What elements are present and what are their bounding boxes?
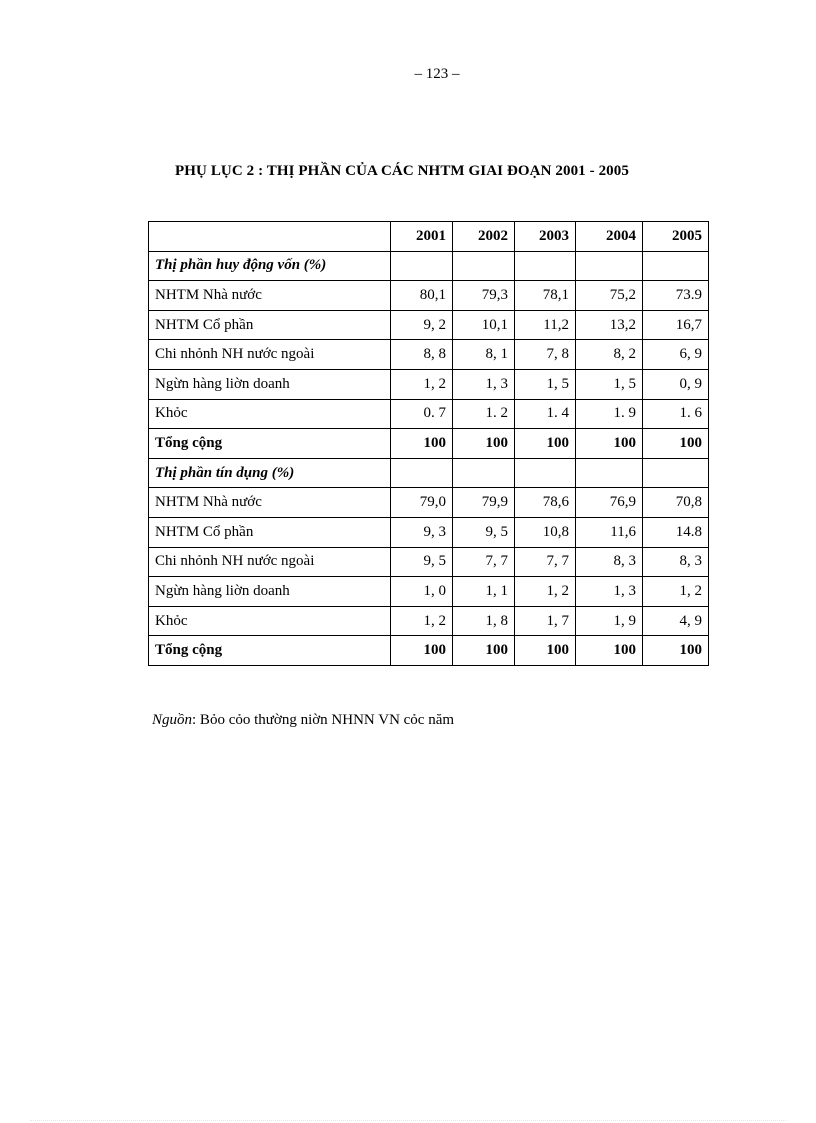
source-text: : Bỏo cỏo thường niờn NHNN VN cỏc năm [192, 712, 455, 728]
value-cell: 9, 5 [391, 547, 453, 577]
value-cell: 8, 3 [576, 547, 643, 577]
value-cell: 1. 9 [576, 399, 643, 429]
year-header-cell: 2001 [391, 222, 453, 252]
row-label: Khỏc [149, 606, 391, 636]
page-number: – 123 – [414, 66, 460, 82]
value-cell: 79,3 [453, 281, 515, 311]
empty-cell [515, 251, 576, 281]
row-label: Ngừn hàng liờn doanh [149, 577, 391, 607]
total-value-cell: 100 [515, 429, 576, 459]
table-row [149, 488, 709, 518]
value-cell: 1, 0 [391, 577, 453, 607]
value-cell: 8, 1 [453, 340, 515, 370]
total-value-cell: 100 [453, 429, 515, 459]
year-header-cell: 2004 [576, 222, 643, 252]
table-row [149, 606, 709, 636]
section-heading-row [149, 458, 709, 488]
table-row [149, 517, 709, 547]
total-value-cell: 100 [453, 636, 515, 666]
total-value-cell: 100 [643, 636, 709, 666]
row-label: NHTM Nhà nước [149, 488, 391, 518]
appendix-title: PHỤ LỤC 2 : THỊ PHẦN CỦA CÁC NHTM GIAI ĐOẠN 2001 - 2005 [175, 163, 629, 179]
value-cell: 1. 4 [515, 399, 576, 429]
value-cell: 1, 2 [391, 606, 453, 636]
page-bottom-rule [30, 1120, 786, 1121]
value-cell: 8, 8 [391, 340, 453, 370]
value-cell: 1, 3 [453, 369, 515, 399]
source-note [152, 712, 454, 729]
value-cell: 7, 7 [515, 547, 576, 577]
empty-cell [643, 458, 709, 488]
section-heading: Thị phần huy động vốn (%) [149, 251, 391, 281]
section-heading-row [149, 251, 709, 281]
value-cell: 13,2 [576, 310, 643, 340]
value-cell: 9, 5 [453, 517, 515, 547]
value-cell: 80,1 [391, 281, 453, 311]
empty-cell [391, 458, 453, 488]
total-row [149, 636, 709, 666]
total-value-cell: 100 [515, 636, 576, 666]
row-label: NHTM Nhà nước [149, 281, 391, 311]
source-label: Nguồn [152, 712, 193, 728]
value-cell: 79,9 [453, 488, 515, 518]
total-value-cell: 100 [391, 636, 453, 666]
total-row [149, 429, 709, 459]
value-cell: 78,1 [515, 281, 576, 311]
empty-cell [576, 251, 643, 281]
value-cell: 1, 8 [453, 606, 515, 636]
empty-cell [515, 458, 576, 488]
value-cell: 10,8 [515, 517, 576, 547]
year-header-cell: 2005 [643, 222, 709, 252]
value-cell: 11,2 [515, 310, 576, 340]
empty-cell [643, 251, 709, 281]
row-label: Chi nhỏnh NH nước ngoài [149, 340, 391, 370]
value-cell: 1. 6 [643, 399, 709, 429]
value-cell: 76,9 [576, 488, 643, 518]
total-label: Tổng cộng [149, 429, 391, 459]
value-cell: 1, 5 [515, 369, 576, 399]
value-cell: 11,6 [576, 517, 643, 547]
table-row [149, 399, 709, 429]
value-cell: 1, 3 [576, 577, 643, 607]
value-cell: 4, 9 [643, 606, 709, 636]
table-row [149, 577, 709, 607]
value-cell: 10,1 [453, 310, 515, 340]
row-label: Ngừn hàng liờn doanh [149, 369, 391, 399]
value-cell: 0. 7 [391, 399, 453, 429]
value-cell: 7, 8 [515, 340, 576, 370]
value-cell: 1, 9 [576, 606, 643, 636]
table-row [149, 281, 709, 311]
empty-cell [453, 458, 515, 488]
value-cell: 75,2 [576, 281, 643, 311]
table-row [149, 547, 709, 577]
year-header-cell: 2002 [453, 222, 515, 252]
value-cell: 8, 2 [576, 340, 643, 370]
header-empty-cell [149, 222, 391, 252]
total-value-cell: 100 [576, 429, 643, 459]
total-label: Tổng cộng [149, 636, 391, 666]
value-cell: 9, 2 [391, 310, 453, 340]
value-cell: 70,8 [643, 488, 709, 518]
value-cell: 78,6 [515, 488, 576, 518]
row-label: Chi nhỏnh NH nước ngoài [149, 547, 391, 577]
table-row [149, 340, 709, 370]
value-cell: 8, 3 [643, 547, 709, 577]
table-row [149, 310, 709, 340]
value-cell: 14.8 [643, 517, 709, 547]
value-cell: 1, 2 [391, 369, 453, 399]
value-cell: 9, 3 [391, 517, 453, 547]
value-cell: 16,7 [643, 310, 709, 340]
value-cell: 6, 9 [643, 340, 709, 370]
table-row [149, 369, 709, 399]
total-value-cell: 100 [391, 429, 453, 459]
value-cell: 1, 2 [515, 577, 576, 607]
year-header-cell: 2003 [515, 222, 576, 252]
value-cell: 1, 2 [643, 577, 709, 607]
total-value-cell: 100 [643, 429, 709, 459]
value-cell: 1, 1 [453, 577, 515, 607]
row-label: NHTM Cổ phần [149, 517, 391, 547]
empty-cell [391, 251, 453, 281]
value-cell: 1, 5 [576, 369, 643, 399]
empty-cell [453, 251, 515, 281]
row-label: NHTM Cổ phần [149, 310, 391, 340]
value-cell: 0, 9 [643, 369, 709, 399]
total-value-cell: 100 [576, 636, 643, 666]
value-cell: 79,0 [391, 488, 453, 518]
table-header-row [149, 222, 709, 252]
value-cell: 1. 2 [453, 399, 515, 429]
market-share-table [148, 221, 709, 666]
value-cell: 7, 7 [453, 547, 515, 577]
empty-cell [576, 458, 643, 488]
row-label: Khỏc [149, 399, 391, 429]
section-heading: Thị phần tín dụng (%) [149, 458, 391, 488]
value-cell: 1, 7 [515, 606, 576, 636]
value-cell: 73.9 [643, 281, 709, 311]
